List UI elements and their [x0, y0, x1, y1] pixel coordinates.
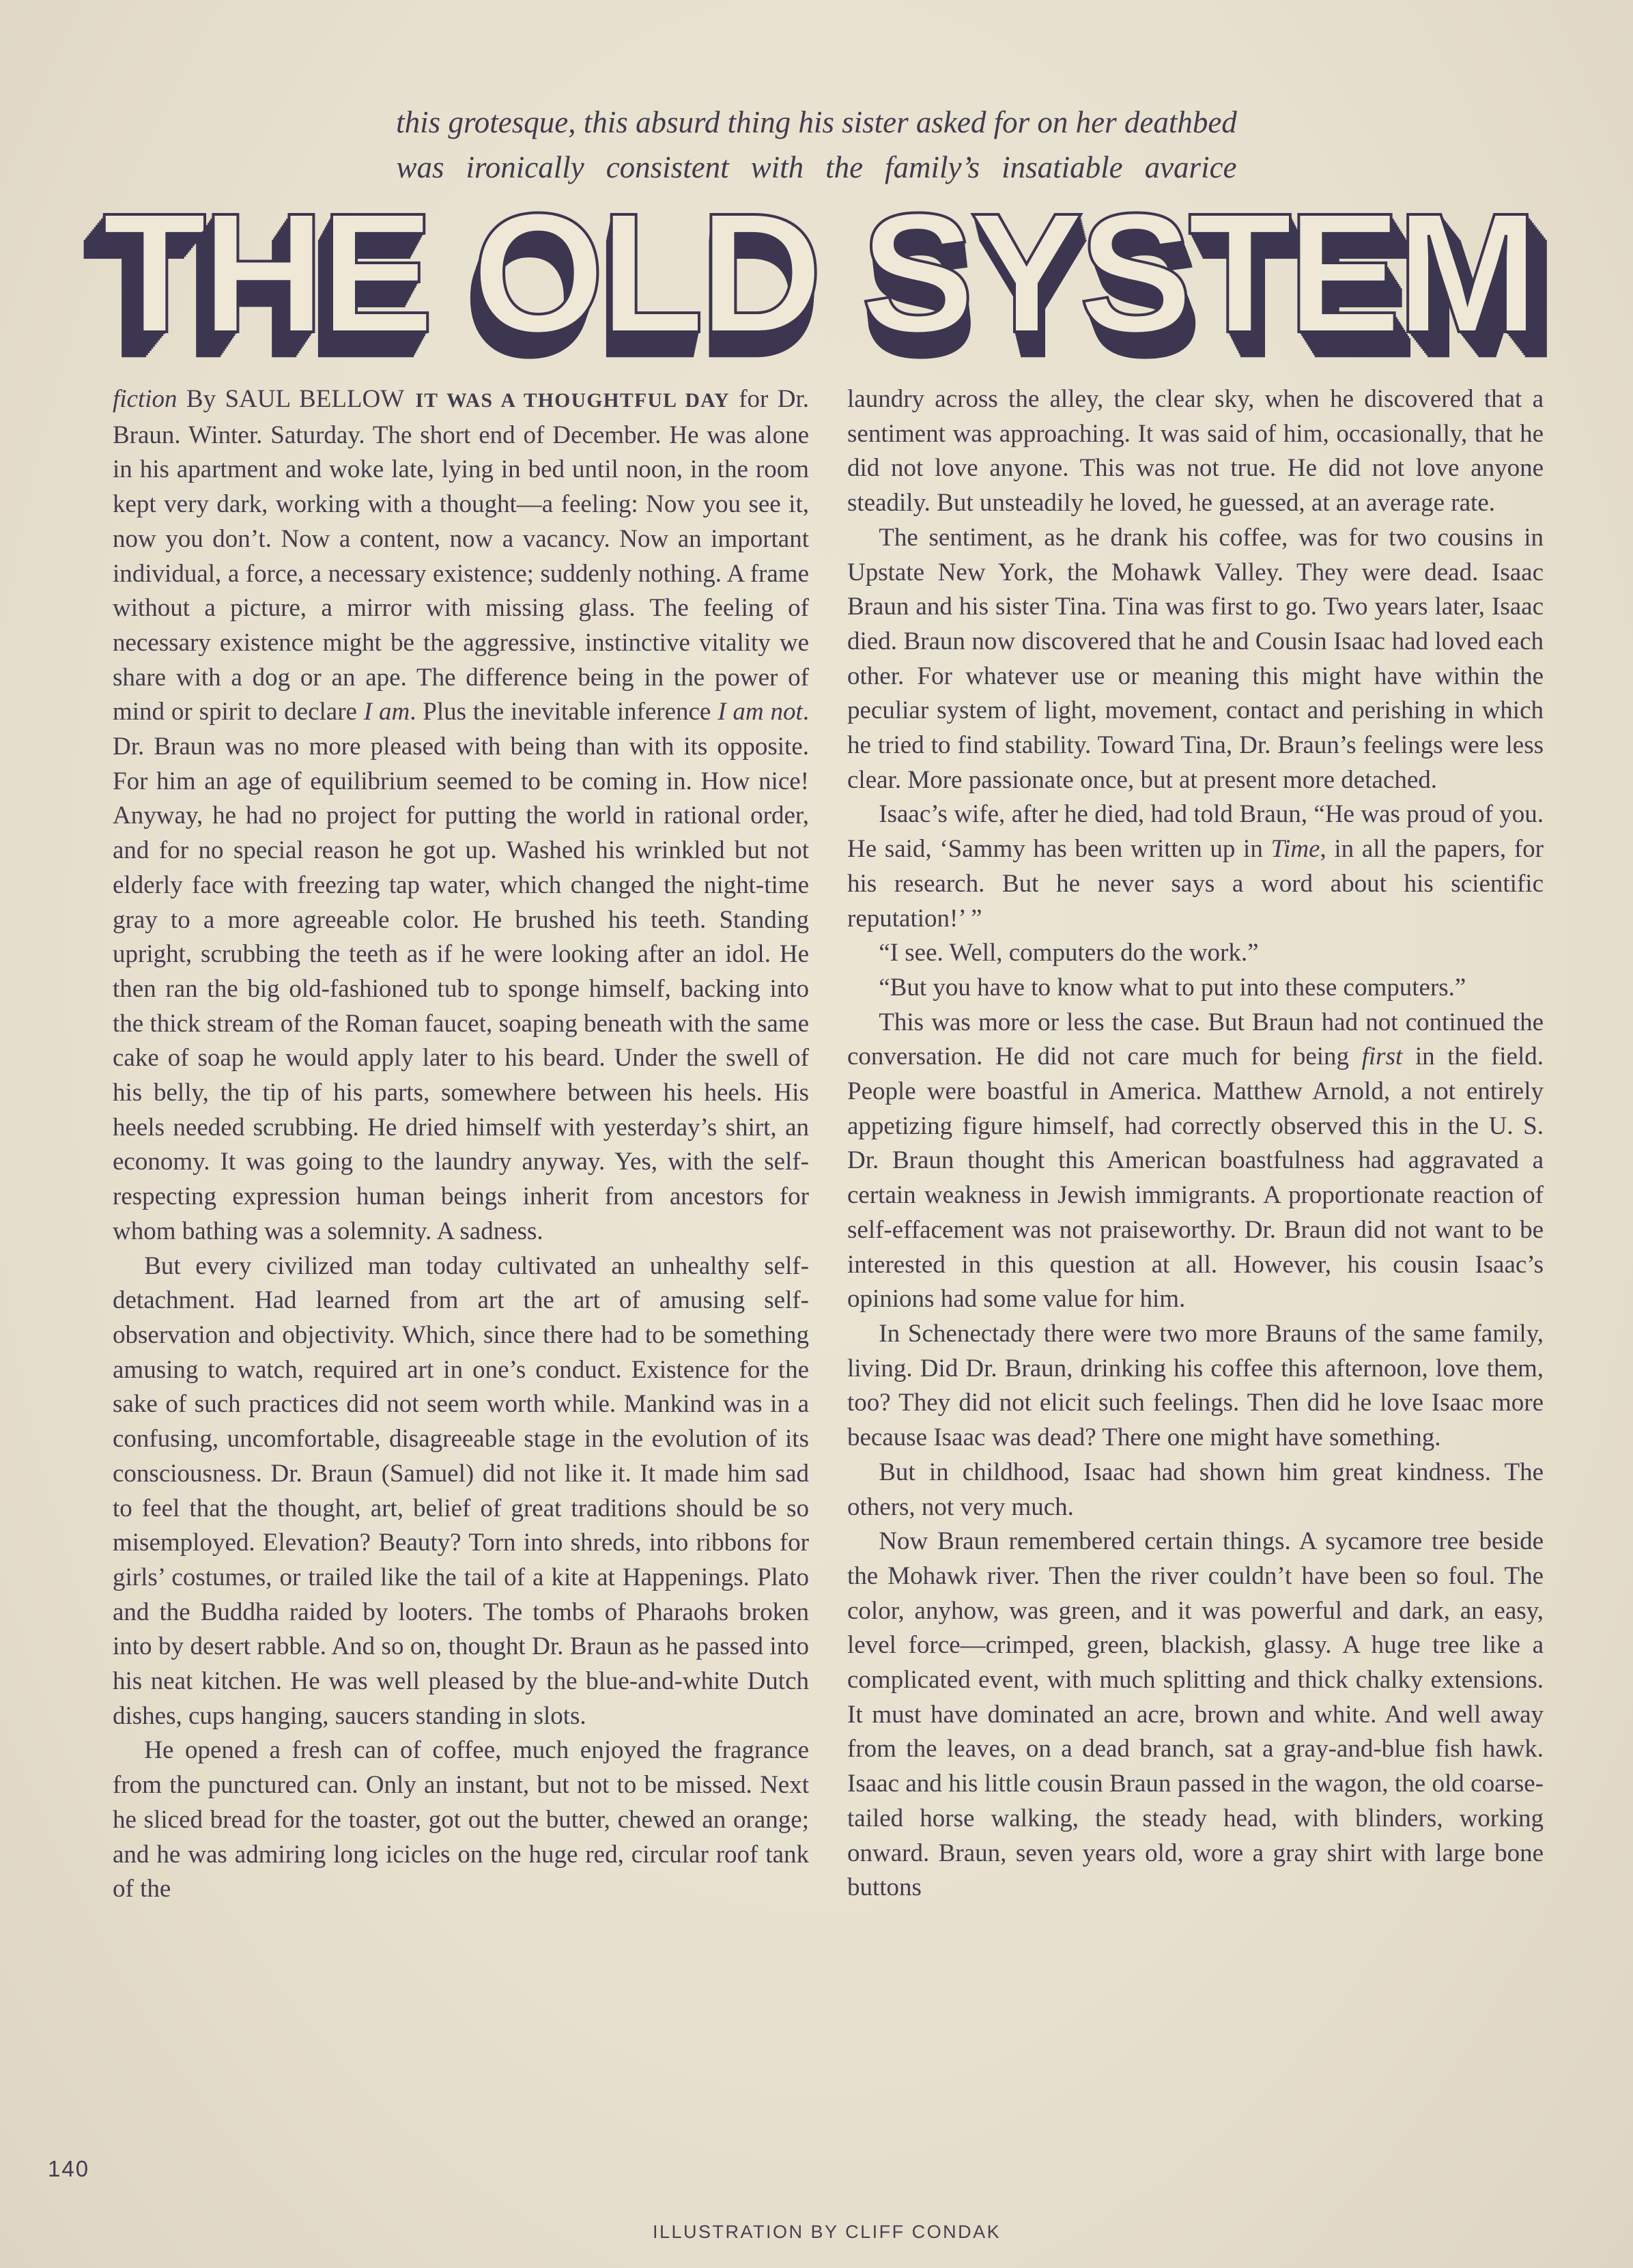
epigraph-line-1: this grotesque, this absurd thing his sister asked for on her deathbed [396, 105, 1237, 139]
title-letter: M [1396, 178, 1534, 368]
title-letter: E [1287, 178, 1397, 368]
title-letter: E [320, 178, 430, 368]
paragraph: Now Braun remembered certain things. A sycamore tree beside the Mohawk river. Then the river couldn’t have been so foul. The color, anyhow, was green, and it was powerful and dark, an easy, level force—crimped, green, blackish, glassy. A huge tree like a complicated event, with much splitting and thick chalky extensions. It must have dominated an acre, brown and white. And well away from the leaves, on a dead branch, sat a gray-and-blue fish hawk. Isaac and his little cousin Braun passed in the wagon, the old coarse-tailed horse walking, the steady head, with blinders, working onward. Braun, seven years old, wore a gray shirt with large bone buttons [847, 1527, 1544, 1902]
paragraph: But every civilized man today cultivated an unhealthy self-detachment. Had learned from art the art of amusing self-observation and objectivity. Which, since there had to be something amusing to watch, required art in one’s conduct. Existence for the sake of such practices did not seem worth while. Mankind was in a confusing, uncomfortable, disagreeable stage in the evolution of its consciousness. Dr. Braun (Samuel) did not like it. It made him sad to feel that the thought, art, belief of great traditions should be so misemployed. Elevation? Beauty? Torn into shreds, into ribbons for girls’ costumes, or trailed like the tail of a kite at Happenings. Plato and the Buddha raided by looters. The tombs of Pharaohs broken into by desert rabble. And so on, thought Dr. Braun as he passed into his neat kitchen. He was well pleased by the blue-and-white Dutch dishes, cups hanging, saucers standing in slots. [113, 1251, 809, 1730]
epigraph [0, 100, 1633, 190]
epigraph-line-2: was ironically consistent with the family’s insatiable avarice [396, 150, 1237, 184]
paragraph: He opened a fresh can of coffee, much enjoyed the fragrance from the punctured can. Only an instant, but not to be missed. Next he sliced bread for the toaster, got out the butter, chewed an orange; and he was admiring long icicles on the huge red, circular roof tank of the [113, 1736, 809, 1903]
title-letter [818, 191, 860, 355]
paragraph: Isaac’s wife, after he died, had told Braun, “He was proud of you. He said, ‘Sammy has been written up in Time, in all the papers, for his research. But he never says a word about his scientific reputation!’ ” [847, 800, 1544, 933]
paragraph: “I see. Well, computers do the work.” [879, 939, 1259, 967]
paragraph: “But you have to know what to put into these computers.” [879, 973, 1466, 1002]
paragraph: fiction By SAUL BELLOW IT WAS A THOUGHTFUL DAY for Dr. Braun. Winter. Saturday. The short end of December. He was alone in his apartment and woke late, lying in bed until noon, in the room kept very dark, working with a thought—a feeling: Now you see it, now you don’t. Now a content, now a vacancy. Now an important individual, a force, a necessary existence; suddenly nothing. A frame without a picture, a mirror with missing glass. The feeling of necessary existence might be the aggressive, instinctive vitality we share with a dog or an ape. The difference being in the power of mind or spirit to declare I am. Plus the inevitable inference I am not. Dr. Braun was no more pleased with being than with its opposite. For him an age of equilibrium seemed to be coming in. How nice! Anyway, he had no project for putting the world in rational order, and for no special reason he got up. Washed his wrinkled but not elderly face with freezing tap water, which changed the night-time gray to a more agreeable color. He brushed his teeth. Standing upright, scrubbing the teeth as if he were looking after an idol. He then ran the big old-fashioned tub to sponge himself, backing into the thick stream of the Roman faucet, soaping beneath with the same cake of soap he would apply later to his beard. Under the swell of his belly, the tip of his parts, somewhere between his heels. His heels needed scrubbing. He dried himself with yesterday’s shirt, an economy. It was going to the laundry anyway. Yes, with the self-respecting expression human beings inherit from ancestors for whom bathing was a solemnity. A sadness. [113, 385, 809, 1245]
title-letter: S [860, 178, 970, 368]
paragraph: But in childhood, Isaac had shown him great kindness. The others, not very much. [847, 1458, 1544, 1521]
title-letter: L [599, 178, 700, 368]
title-letter: T [102, 178, 202, 368]
title-letter [429, 191, 472, 355]
title-letter: T [1187, 178, 1288, 368]
paragraph: The sentiment, as he drank his coffee, was for two cousins in Upstate New York, the Mohawk Valley. They were dead. Isaac Braun and his sister Tina. Tina was first to go. Two years later, Isaac died. Braun now discovered that he and Cousin Isaac had loved each other. For whatever use or meaning this might have within the peculiar system of light, movement, contact and perishing in which he tried to find stability. Toward Tina, Dr. Braun’s feelings were less clear. More passionate once, but at present more detached. [847, 523, 1544, 794]
body-text [113, 382, 1544, 2202]
page-title [102, 178, 1543, 370]
title-letter: Y [969, 178, 1079, 368]
body-column-left [113, 382, 809, 2202]
title-letter: H [201, 178, 321, 368]
paragraph: laundry across the alley, the clear sky, when he discovered that a sentiment was approaching. It was said of him, occasionally, that he did not love anyone. This was not true. He did not love anyone steadily. But unsteadily he loved, he guessed, at an average rate. [847, 385, 1544, 518]
title-letter: S [1079, 178, 1188, 368]
body-column-right [847, 382, 1544, 2202]
title-letter: O [472, 178, 600, 368]
illustration-credit: ILLUSTRATION BY CLIFF CONDAK [653, 2222, 1002, 2242]
title-letter: D [699, 178, 819, 368]
paragraph: This was more or less the case. But Braun had not continued the conversation. He did not care much for being first in the field. People were boastful in America. Matthew Arnold, a not entirely appetizing figure himself, had correctly observed this in the U. S. Dr. Braun thought this American boastfulness had aggravated a certain weakness in Jewish immigrants. A proportionate reaction of self-effacement was not praiseworthy. Dr. Braun did not want to be interested in this question at all. However, his cousin Isaac’s opinions had some value for him. [847, 1008, 1544, 1314]
page-number: 140 [48, 2156, 90, 2181]
paragraph: In Schenectady there were two more Brauns of the same family, living. Did Dr. Braun, drinking his coffee this afternoon, love them, too? They did not elicit such feelings. Then did he love Isaac more because Isaac was dead? There one might have something. [847, 1319, 1544, 1452]
